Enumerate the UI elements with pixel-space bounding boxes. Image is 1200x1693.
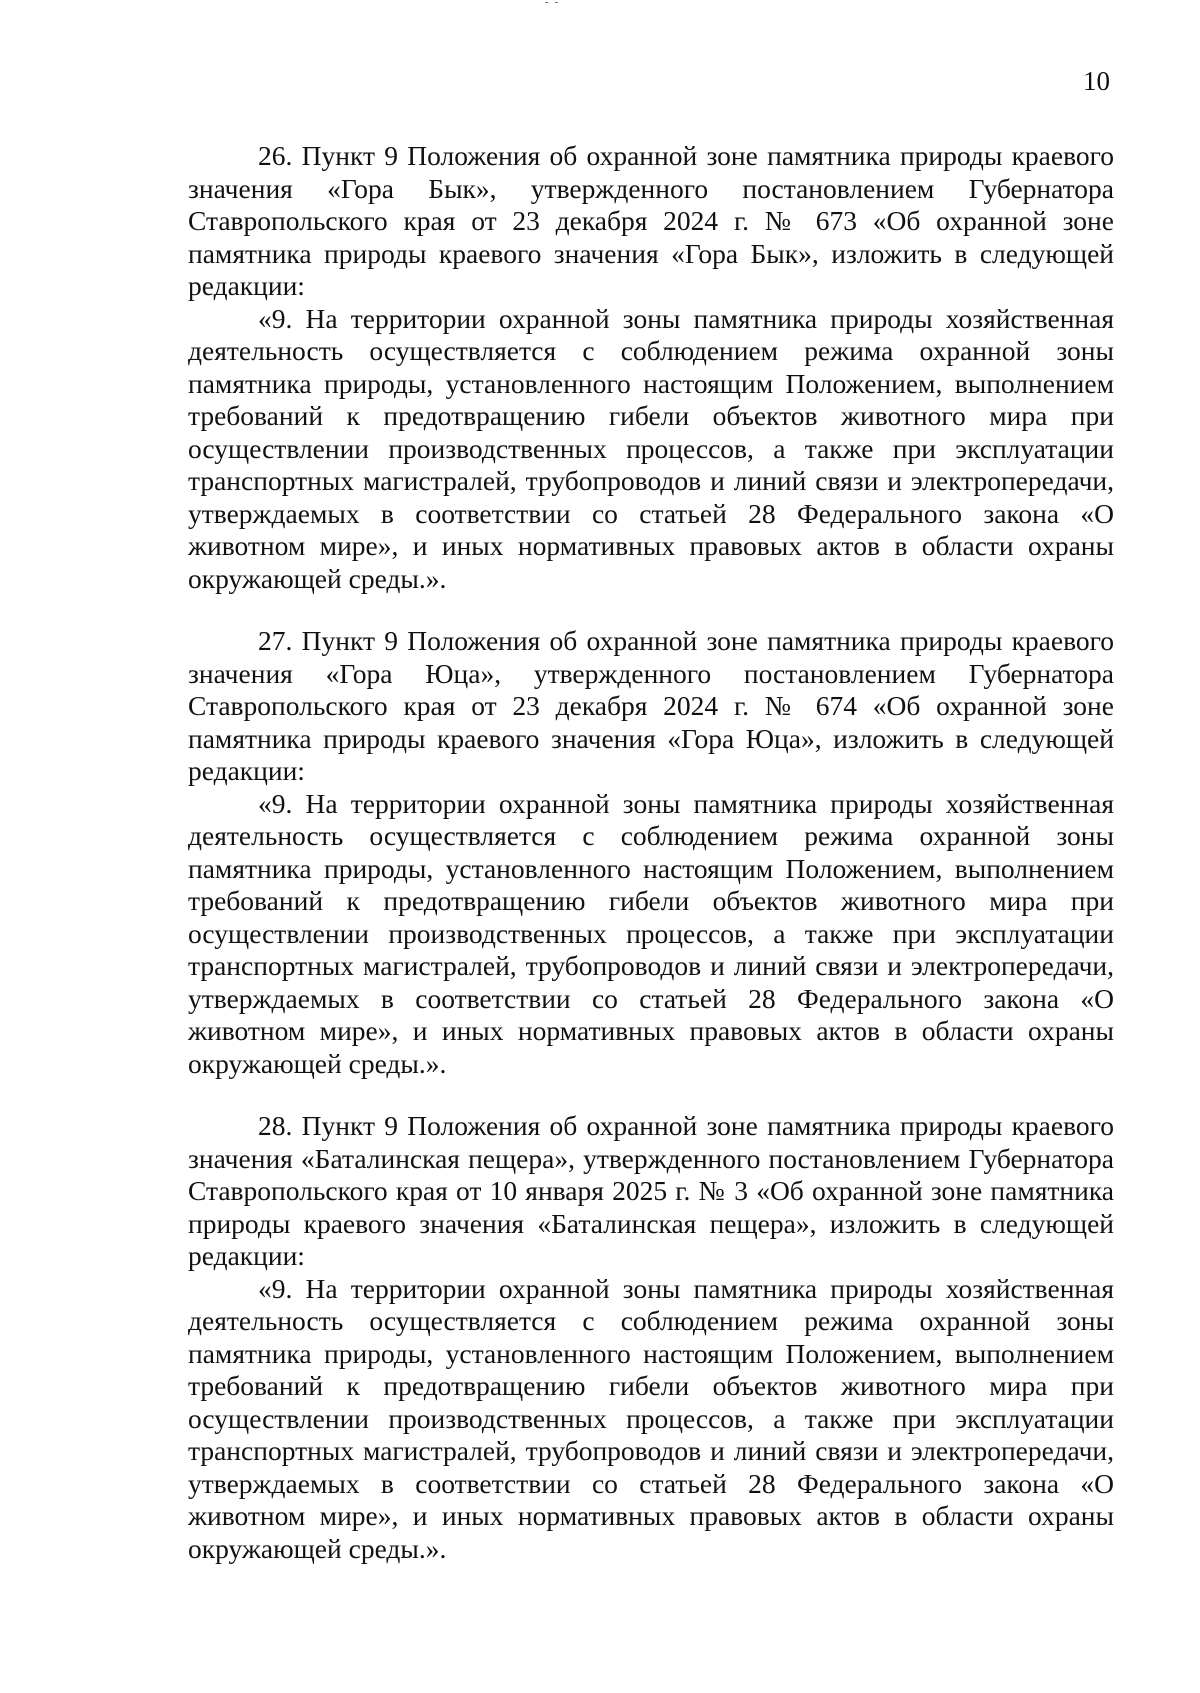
page-number: 10: [1083, 66, 1110, 96]
section-intro: 26. Пункт 9 Положения об охранной зоне памятника природы краевого значения «Гора Бык», утвержденного постановлением Губернатора Ставропольского края от 23 декабря 2024 г. № 673 «Об охранной зоне памятника природы краевого значения «Гора Бык», изложить в следующей редакции:: [188, 140, 1114, 301]
section-27: [188, 625, 1114, 1080]
section-quote: «9. На территории охранной зоны памятника природы хозяйственная деятельность осуществляется с соблюдением режима охранной зоны памятника природы, установленного настоящим Положением, выполнением требований к предотвращению гибели объектов животного мира при осуществлении производственных процессов, а также при эксплуатации транспортных магистралей, трубопроводов и линий связи и электропередачи, утверждаемых в соответствии со статьей 28 Федерального закона «О животном мире», и иных нормативных правовых актов в области охраны окружающей среды.».: [188, 302, 1114, 594]
page-top-mark: - -: [545, 0, 561, 8]
section-26: [188, 140, 1114, 595]
section-intro: 27. Пункт 9 Положения об охранной зоне памятника природы краевого значения «Гора Юца», утвержденного постановлением Губернатора Ставропольского края от 23 декабря 2024 г. № 674 «Об охранной зоне памятника природы краевого значения «Гора Юца», изложить в следующей редакции:: [188, 625, 1114, 786]
section-intro: 28. Пункт 9 Положения об охранной зоне памятника природы краевого значения «Баталинская пещера», утвержденного постановлением Губернатора Ставропольского края от 10 января 2025 г. № 3 «Об охранной зоне памятника природы краевого значения «Баталинская пещера», изложить в следующей редакции:: [188, 1110, 1114, 1271]
document-body: [188, 140, 1114, 1565]
section-quote: «9. На территории охранной зоны памятника природы хозяйственная деятельность осуществляется с соблюдением режима охранной зоны памятника природы, установленного настоящим Положением, выполнением требований к предотвращению гибели объектов животного мира при осуществлении производственных процессов, а также при эксплуатации транспортных магистралей, трубопроводов и линий связи и электропередачи, утверждаемых в соответствии со статьей 28 Федерального закона «О животном мире», и иных нормативных правовых актов в области охраны окружающей среды.».: [188, 787, 1114, 1079]
section-28: [188, 1110, 1114, 1565]
section-quote: «9. На территории охранной зоны памятника природы хозяйственная деятельность осуществляется с соблюдением режима охранной зоны памятника природы, установленного настоящим Положением, выполнением требований к предотвращению гибели объектов животного мира при осуществлении производственных процессов, а также при эксплуатации транспортных магистралей, трубопроводов и линий связи и электропередачи, утверждаемых в соответствии со статьей 28 Федерального закона «О животном мире», и иных нормативных правовых актов в области охраны окружающей среды.».: [188, 1272, 1114, 1564]
